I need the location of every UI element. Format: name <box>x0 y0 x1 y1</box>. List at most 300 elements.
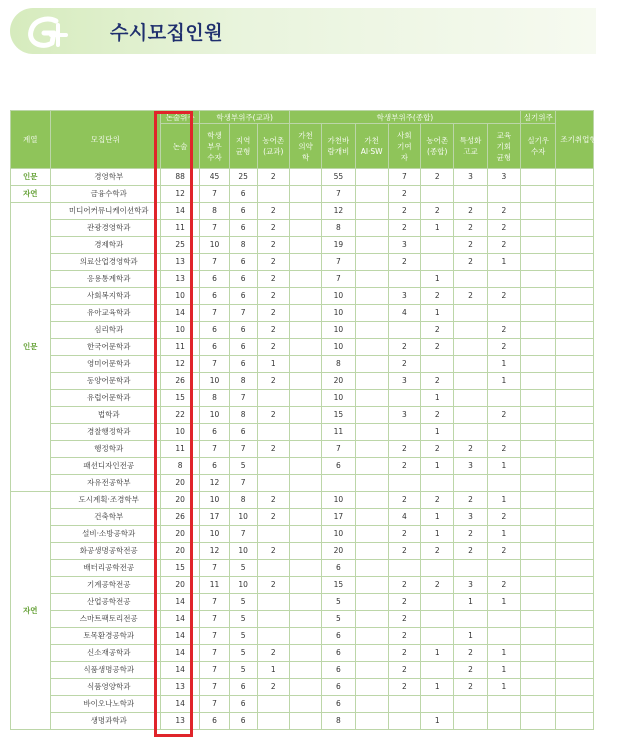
value-cell <box>289 475 321 492</box>
value-cell: 2 <box>388 339 420 356</box>
value-cell: 2 <box>388 628 420 645</box>
table-row <box>11 628 594 645</box>
value-cell <box>521 696 556 713</box>
value-cell: 2 <box>257 220 289 237</box>
unit-cell: 의료산업경영학과 <box>50 254 160 271</box>
value-cell: 6 <box>200 713 229 730</box>
value-cell <box>289 679 321 696</box>
value-cell: 7 <box>200 611 229 628</box>
value-cell <box>355 305 388 322</box>
value-cell <box>355 611 388 628</box>
value-cell: 2 <box>454 288 487 305</box>
value-cell: 2 <box>257 288 289 305</box>
unit-cell: 한국어문학과 <box>50 339 160 356</box>
value-cell: 12 <box>200 543 229 560</box>
value-cell <box>556 713 594 730</box>
value-cell <box>355 339 388 356</box>
value-cell: 2 <box>454 526 487 543</box>
value-cell: 5 <box>229 458 257 475</box>
value-cell: 4 <box>388 305 420 322</box>
table-row <box>11 594 594 611</box>
value-cell: 7 <box>200 696 229 713</box>
page-title: 수시모집인원 <box>110 22 224 44</box>
value-cell: 2 <box>421 339 454 356</box>
value-cell: 2 <box>421 373 454 390</box>
value-cell: 6 <box>200 271 229 288</box>
value-cell: 5 <box>322 594 355 611</box>
table-row <box>11 577 594 594</box>
value-cell: 6 <box>229 713 257 730</box>
value-cell: 10 <box>200 237 229 254</box>
value-cell: 1 <box>487 492 520 509</box>
value-cell <box>289 288 321 305</box>
field-group-cell: 인문 <box>11 169 51 186</box>
value-cell: 7 <box>200 356 229 373</box>
value-cell <box>521 339 556 356</box>
value-cell: 3 <box>454 169 487 186</box>
value-cell: 2 <box>257 305 289 322</box>
table-row <box>11 475 594 492</box>
value-cell: 2 <box>257 441 289 458</box>
value-cell: 1 <box>257 662 289 679</box>
value-cell: 8 <box>322 356 355 373</box>
essay-cell: 20 <box>160 526 200 543</box>
value-cell: 2 <box>421 322 454 339</box>
value-cell <box>388 713 420 730</box>
value-cell: 8 <box>229 492 257 509</box>
header-essay-group: 논술위주 <box>160 111 200 124</box>
value-cell <box>355 475 388 492</box>
value-cell <box>487 475 520 492</box>
essay-cell: 14 <box>160 594 200 611</box>
essay-cell: 14 <box>160 662 200 679</box>
value-cell <box>454 339 487 356</box>
value-cell <box>454 186 487 203</box>
value-cell: 15 <box>322 407 355 424</box>
value-cell <box>556 322 594 339</box>
value-cell <box>521 492 556 509</box>
value-cell <box>355 186 388 203</box>
value-cell <box>556 390 594 407</box>
value-cell: 7 <box>200 679 229 696</box>
value-cell: 7 <box>200 305 229 322</box>
value-cell: 2 <box>421 407 454 424</box>
value-cell: 1 <box>487 458 520 475</box>
unit-cell: 신소재공학과 <box>50 645 160 662</box>
value-cell <box>556 696 594 713</box>
value-cell: 5 <box>229 662 257 679</box>
header-subject-col: 학생부우수자 <box>200 124 229 169</box>
value-cell: 2 <box>454 220 487 237</box>
value-cell <box>487 628 520 645</box>
field-group-cell: 인문 <box>11 203 51 492</box>
value-cell: 7 <box>229 475 257 492</box>
essay-cell: 20 <box>160 492 200 509</box>
value-cell <box>289 594 321 611</box>
value-cell: 5 <box>229 560 257 577</box>
unit-cell: 기계공학전공 <box>50 577 160 594</box>
recruitment-table <box>10 110 626 730</box>
essay-cell: 12 <box>160 356 200 373</box>
header-essay: 논술 <box>160 124 200 169</box>
value-cell <box>421 594 454 611</box>
value-cell <box>487 713 520 730</box>
table-row <box>11 186 594 203</box>
value-cell <box>556 373 594 390</box>
value-cell <box>289 645 321 662</box>
header-comp-col: 사회기여자 <box>388 124 420 169</box>
table-row <box>11 458 594 475</box>
value-cell: 7 <box>200 186 229 203</box>
value-cell: 5 <box>322 611 355 628</box>
value-cell: 6 <box>322 560 355 577</box>
value-cell: 6 <box>229 339 257 356</box>
value-cell: 2 <box>388 679 420 696</box>
value-cell <box>556 611 594 628</box>
value-cell: 2 <box>454 679 487 696</box>
unit-cell: 건축학부 <box>50 509 160 526</box>
unit-cell: 행정학과 <box>50 441 160 458</box>
value-cell: 6 <box>229 203 257 220</box>
value-cell <box>454 373 487 390</box>
essay-cell: 11 <box>160 220 200 237</box>
header-comp-col: 가천바람개비 <box>322 124 355 169</box>
value-cell: 1 <box>487 254 520 271</box>
unit-cell: 도시계획·조경학부 <box>50 492 160 509</box>
value-cell: 10 <box>322 390 355 407</box>
value-cell: 1 <box>421 220 454 237</box>
value-cell: 6 <box>229 696 257 713</box>
value-cell <box>289 543 321 560</box>
value-cell <box>556 594 594 611</box>
value-cell <box>257 186 289 203</box>
value-cell <box>454 322 487 339</box>
value-cell: 2 <box>421 169 454 186</box>
value-cell: 3 <box>388 288 420 305</box>
value-cell: 8 <box>322 713 355 730</box>
value-cell: 2 <box>388 645 420 662</box>
value-cell: 10 <box>322 526 355 543</box>
value-cell <box>421 628 454 645</box>
header-practical-group: 실기위주 <box>521 111 556 124</box>
value-cell <box>556 254 594 271</box>
table-row <box>11 645 594 662</box>
value-cell: 4 <box>388 509 420 526</box>
unit-cell: 스마트팩토리전공 <box>50 611 160 628</box>
unit-cell: 영미어문학과 <box>50 356 160 373</box>
value-cell <box>521 662 556 679</box>
value-cell <box>289 492 321 509</box>
essay-cell: 13 <box>160 679 200 696</box>
value-cell <box>487 424 520 441</box>
value-cell: 7 <box>229 305 257 322</box>
value-cell <box>556 628 594 645</box>
value-cell <box>521 186 556 203</box>
value-cell <box>487 305 520 322</box>
value-cell <box>521 509 556 526</box>
value-cell <box>521 628 556 645</box>
value-cell: 11 <box>200 577 229 594</box>
value-cell <box>556 662 594 679</box>
unit-cell: 산업공학전공 <box>50 594 160 611</box>
value-cell: 7 <box>200 645 229 662</box>
essay-cell: 11 <box>160 441 200 458</box>
value-cell: 2 <box>388 492 420 509</box>
essay-cell: 26 <box>160 509 200 526</box>
value-cell: 7 <box>200 441 229 458</box>
value-cell: 10 <box>322 322 355 339</box>
header-comp-col: 가천의약학 <box>289 124 321 169</box>
unit-cell: 자유전공학부 <box>50 475 160 492</box>
value-cell: 12 <box>322 203 355 220</box>
value-cell <box>487 390 520 407</box>
table-row <box>11 560 594 577</box>
value-cell <box>289 203 321 220</box>
value-cell <box>487 611 520 628</box>
value-cell: 5 <box>229 645 257 662</box>
value-cell: 2 <box>257 679 289 696</box>
unit-cell: 유럽어문학과 <box>50 390 160 407</box>
table-row <box>11 322 594 339</box>
value-cell <box>521 407 556 424</box>
table-row <box>11 696 594 713</box>
value-cell: 6 <box>229 356 257 373</box>
value-cell <box>289 662 321 679</box>
value-cell: 2 <box>388 662 420 679</box>
value-cell <box>355 441 388 458</box>
value-cell <box>521 373 556 390</box>
value-cell: 1 <box>421 509 454 526</box>
value-cell <box>521 237 556 254</box>
field-group-cell: 자연 <box>11 492 51 730</box>
table-row <box>11 271 594 288</box>
value-cell <box>521 560 556 577</box>
value-cell: 8 <box>200 203 229 220</box>
value-cell <box>289 271 321 288</box>
value-cell: 6 <box>322 628 355 645</box>
table-row <box>11 339 594 356</box>
gs-logo-icon <box>26 15 74 51</box>
essay-cell: 8 <box>160 458 200 475</box>
value-cell: 17 <box>322 509 355 526</box>
table-row <box>11 288 594 305</box>
value-cell <box>454 356 487 373</box>
value-cell: 1 <box>487 645 520 662</box>
value-cell: 2 <box>487 322 520 339</box>
value-cell: 7 <box>229 526 257 543</box>
value-cell: 10 <box>322 305 355 322</box>
value-cell <box>355 679 388 696</box>
value-cell: 25 <box>229 169 257 186</box>
value-cell <box>355 203 388 220</box>
table-row <box>11 526 594 543</box>
value-cell <box>487 271 520 288</box>
value-cell <box>289 339 321 356</box>
essay-cell: 15 <box>160 390 200 407</box>
value-cell: 2 <box>388 458 420 475</box>
value-cell: 6 <box>322 696 355 713</box>
value-cell <box>355 662 388 679</box>
value-cell <box>421 696 454 713</box>
value-cell: 2 <box>388 543 420 560</box>
unit-cell: 법학과 <box>50 407 160 424</box>
value-cell <box>289 560 321 577</box>
value-cell: 2 <box>388 526 420 543</box>
unit-cell: 패션디자인전공 <box>50 458 160 475</box>
value-cell <box>421 186 454 203</box>
value-cell: 5 <box>229 611 257 628</box>
value-cell <box>556 169 594 186</box>
value-cell: 6 <box>200 339 229 356</box>
value-cell: 1 <box>421 305 454 322</box>
value-cell: 6 <box>229 254 257 271</box>
value-cell: 3 <box>388 373 420 390</box>
value-cell: 2 <box>257 237 289 254</box>
unit-cell: 설비·소방공학과 <box>50 526 160 543</box>
value-cell <box>556 679 594 696</box>
value-cell: 2 <box>388 611 420 628</box>
value-cell: 6 <box>229 424 257 441</box>
value-cell: 2 <box>454 203 487 220</box>
header-comp-group: 학생부위주(종합) <box>289 111 520 124</box>
unit-cell: 바이오나노학과 <box>50 696 160 713</box>
value-cell <box>421 560 454 577</box>
value-cell <box>454 560 487 577</box>
value-cell: 7 <box>229 441 257 458</box>
essay-cell: 10 <box>160 322 200 339</box>
value-cell <box>388 390 420 407</box>
table-row <box>11 713 594 730</box>
value-cell: 2 <box>487 543 520 560</box>
value-cell: 7 <box>322 271 355 288</box>
value-cell <box>421 662 454 679</box>
value-cell: 10 <box>322 339 355 356</box>
value-cell <box>388 424 420 441</box>
value-cell <box>487 696 520 713</box>
value-cell <box>454 305 487 322</box>
value-cell <box>556 560 594 577</box>
value-cell: 2 <box>454 492 487 509</box>
value-cell: 6 <box>229 271 257 288</box>
value-cell <box>521 526 556 543</box>
value-cell <box>289 424 321 441</box>
value-cell <box>521 390 556 407</box>
essay-cell: 14 <box>160 305 200 322</box>
essay-cell: 88 <box>160 169 200 186</box>
essay-cell: 14 <box>160 203 200 220</box>
header-early-employment: 조기취업형계약학과 <box>556 111 594 169</box>
value-cell: 10 <box>229 577 257 594</box>
value-cell <box>521 203 556 220</box>
value-cell <box>521 713 556 730</box>
value-cell: 11 <box>322 424 355 441</box>
value-cell: 6 <box>322 679 355 696</box>
value-cell: 1 <box>487 662 520 679</box>
value-cell: 2 <box>257 322 289 339</box>
value-cell: 1 <box>487 373 520 390</box>
value-cell <box>388 560 420 577</box>
value-cell <box>355 322 388 339</box>
value-cell: 2 <box>454 662 487 679</box>
table-row <box>11 543 594 560</box>
value-cell <box>355 645 388 662</box>
value-cell: 2 <box>421 203 454 220</box>
value-cell: 3 <box>454 509 487 526</box>
table-row <box>11 220 594 237</box>
value-cell <box>257 594 289 611</box>
value-cell: 2 <box>487 288 520 305</box>
value-cell: 2 <box>388 441 420 458</box>
value-cell: 2 <box>421 288 454 305</box>
value-cell: 3 <box>454 458 487 475</box>
essay-cell: 14 <box>160 611 200 628</box>
essay-cell: 13 <box>160 713 200 730</box>
value-cell <box>454 271 487 288</box>
value-cell: 1 <box>487 679 520 696</box>
value-cell <box>556 492 594 509</box>
value-cell: 10 <box>322 492 355 509</box>
value-cell: 7 <box>200 254 229 271</box>
value-cell <box>289 390 321 407</box>
value-cell: 2 <box>257 645 289 662</box>
value-cell <box>556 577 594 594</box>
value-cell: 6 <box>229 322 257 339</box>
value-cell <box>556 339 594 356</box>
value-cell <box>355 237 388 254</box>
unit-cell: 심리학과 <box>50 322 160 339</box>
value-cell <box>257 560 289 577</box>
unit-cell: 식품영양학과 <box>50 679 160 696</box>
value-cell: 2 <box>257 254 289 271</box>
value-cell <box>289 407 321 424</box>
value-cell: 20 <box>322 543 355 560</box>
value-cell: 3 <box>388 237 420 254</box>
value-cell <box>556 203 594 220</box>
value-cell <box>556 220 594 237</box>
value-cell: 2 <box>487 339 520 356</box>
value-cell <box>421 254 454 271</box>
header-subject-group: 학생부위주(교과) <box>200 111 290 124</box>
unit-cell: 동양어문학과 <box>50 373 160 390</box>
value-cell <box>556 526 594 543</box>
value-cell: 8 <box>322 220 355 237</box>
value-cell <box>421 475 454 492</box>
table-row <box>11 203 594 220</box>
header-practical-col: 실기우수자 <box>521 124 556 169</box>
header-field: 계열 <box>11 111 51 169</box>
value-cell: 2 <box>257 339 289 356</box>
value-cell: 10 <box>200 373 229 390</box>
value-cell: 1 <box>487 356 520 373</box>
value-cell <box>487 186 520 203</box>
header-comp-col: 가천AI·SW <box>355 124 388 169</box>
table-row <box>11 356 594 373</box>
essay-cell: 13 <box>160 254 200 271</box>
value-cell: 1 <box>421 526 454 543</box>
value-cell <box>355 509 388 526</box>
value-cell: 10 <box>200 492 229 509</box>
value-cell <box>289 713 321 730</box>
value-cell <box>556 305 594 322</box>
value-cell <box>556 509 594 526</box>
table-row <box>11 492 594 509</box>
value-cell <box>355 696 388 713</box>
value-cell <box>355 390 388 407</box>
value-cell <box>355 492 388 509</box>
value-cell <box>289 254 321 271</box>
value-cell <box>289 509 321 526</box>
value-cell: 3 <box>388 407 420 424</box>
